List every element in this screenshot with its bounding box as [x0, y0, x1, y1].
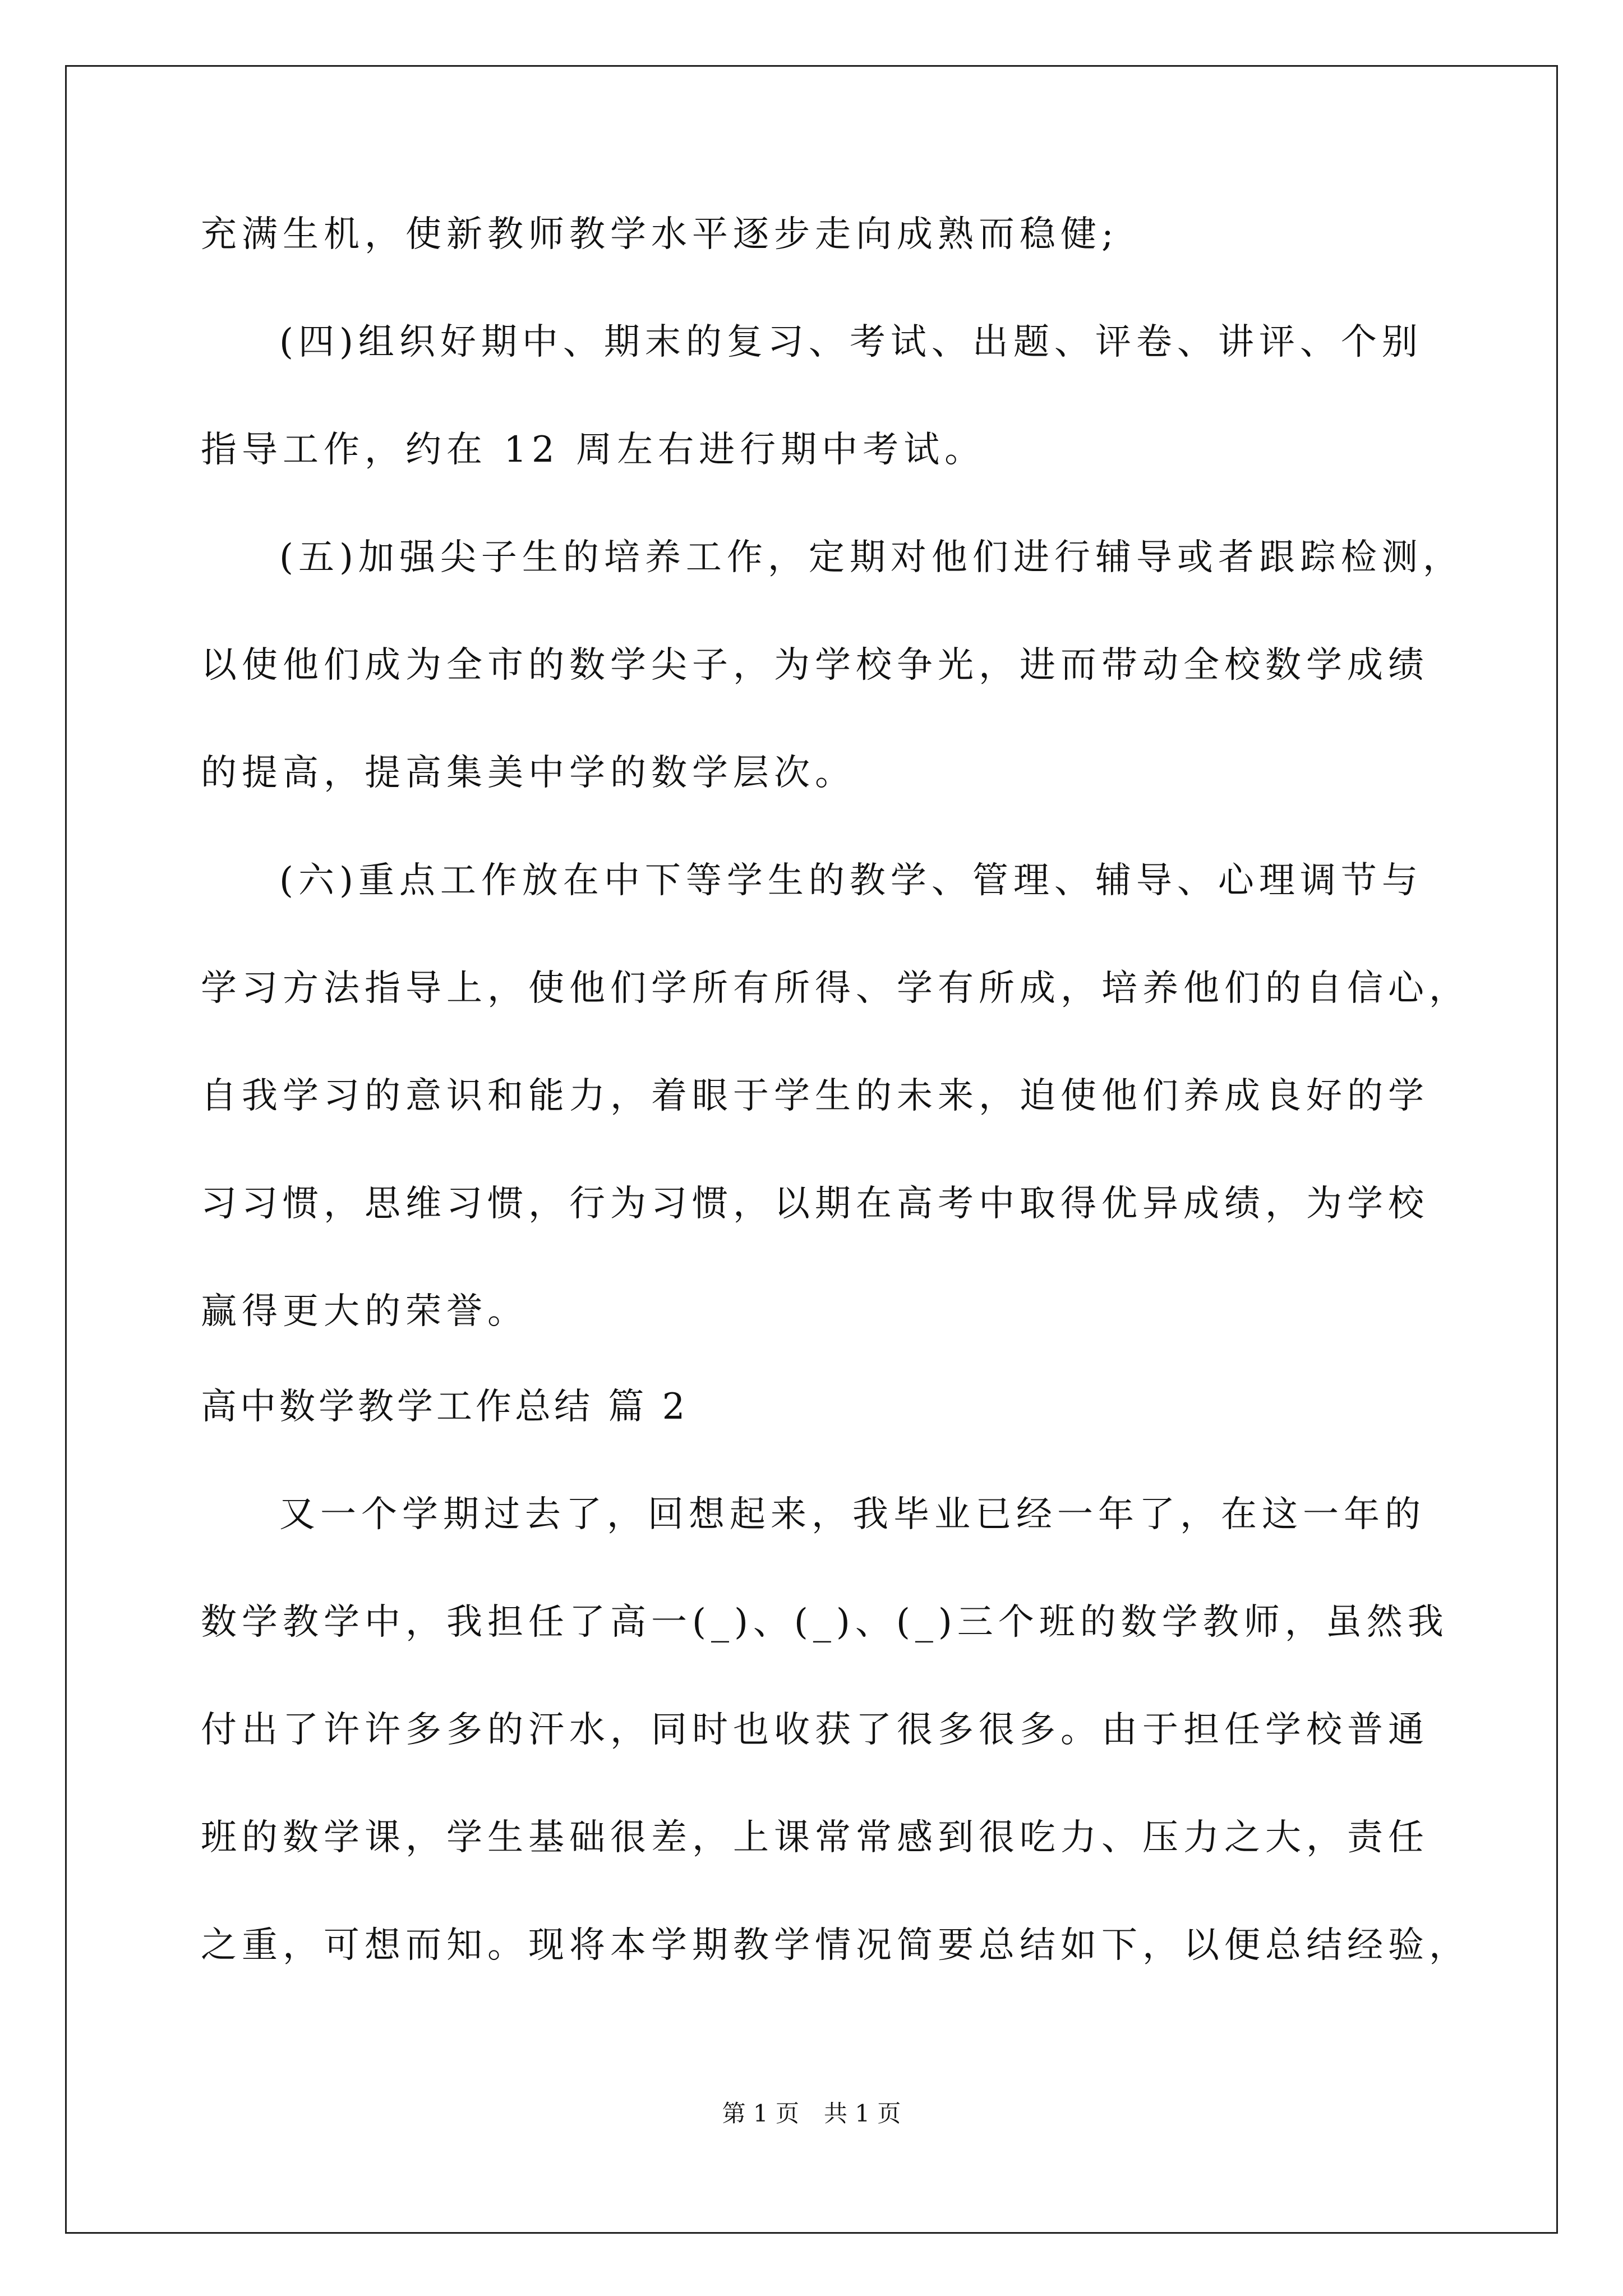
page-number: 第 1 页 — [722, 2100, 799, 2127]
text-line: 的提高，提高集美中学的数学层次。 — [201, 752, 856, 794]
text-line: 习习惯，思维习惯，行为习惯，以期在高考中取得优异成绩，为学校 — [201, 1183, 1429, 1225]
text-line: 自我学习的意识和能力，着眼于学生的未来，迫使他们养成良好的学 — [201, 1075, 1429, 1117]
text-line: 充满生机，使新教师教学水平逐步走向成熟而稳健; — [201, 214, 1119, 255]
text-line: 数学教学中，我担任了高一(_)、(_)、(_)三个班的数学教师，虽然我 — [201, 1602, 1449, 1643]
page-frame — [65, 65, 1558, 2234]
text-line: 以使他们成为全市的数学尖子，为学校争光，进而带动全校数学成绩 — [201, 645, 1429, 686]
text-line: (四)组织好期中、期末的复习、考试、出题、评卷、讲评、个别 — [279, 321, 1423, 363]
text-line: 之重，可想而知。现将本学期教学情况简要总结如下，以便总结经验， — [201, 1925, 1470, 1966]
text-line: 指导工作，约在 12 周左右进行期中考试。 — [201, 429, 986, 471]
page-footer — [0, 2097, 1623, 2131]
text-line: (六)重点工作放在中下等学生的教学、管理、辅导、心理调节与 — [279, 860, 1423, 901]
text-line: 班的数学课，学生基础很差，上课常常感到很吃力、压力之大，责任 — [201, 1817, 1429, 1858]
section-heading: 高中数学教学工作总结 篇 2 — [201, 1386, 689, 1428]
text-line: 又一个学期过去了，回想起来，我毕业已经一年了，在这一年的 — [279, 1494, 1426, 1535]
text-line: (五)加强尖子生的培养工作，定期对他们进行辅导或者跟踪检测， — [279, 537, 1464, 578]
text-line: 付出了许许多多的汗水，同时也收获了很多很多。由于担任学校普通 — [201, 1709, 1429, 1751]
text-line: 赢得更大的荣誉。 — [201, 1291, 528, 1332]
page-total: 共 1 页 — [824, 2100, 901, 2127]
text-line: 学习方法指导上，使他们学所有所得、学有所成，培养他们的自信心， — [201, 968, 1470, 1009]
